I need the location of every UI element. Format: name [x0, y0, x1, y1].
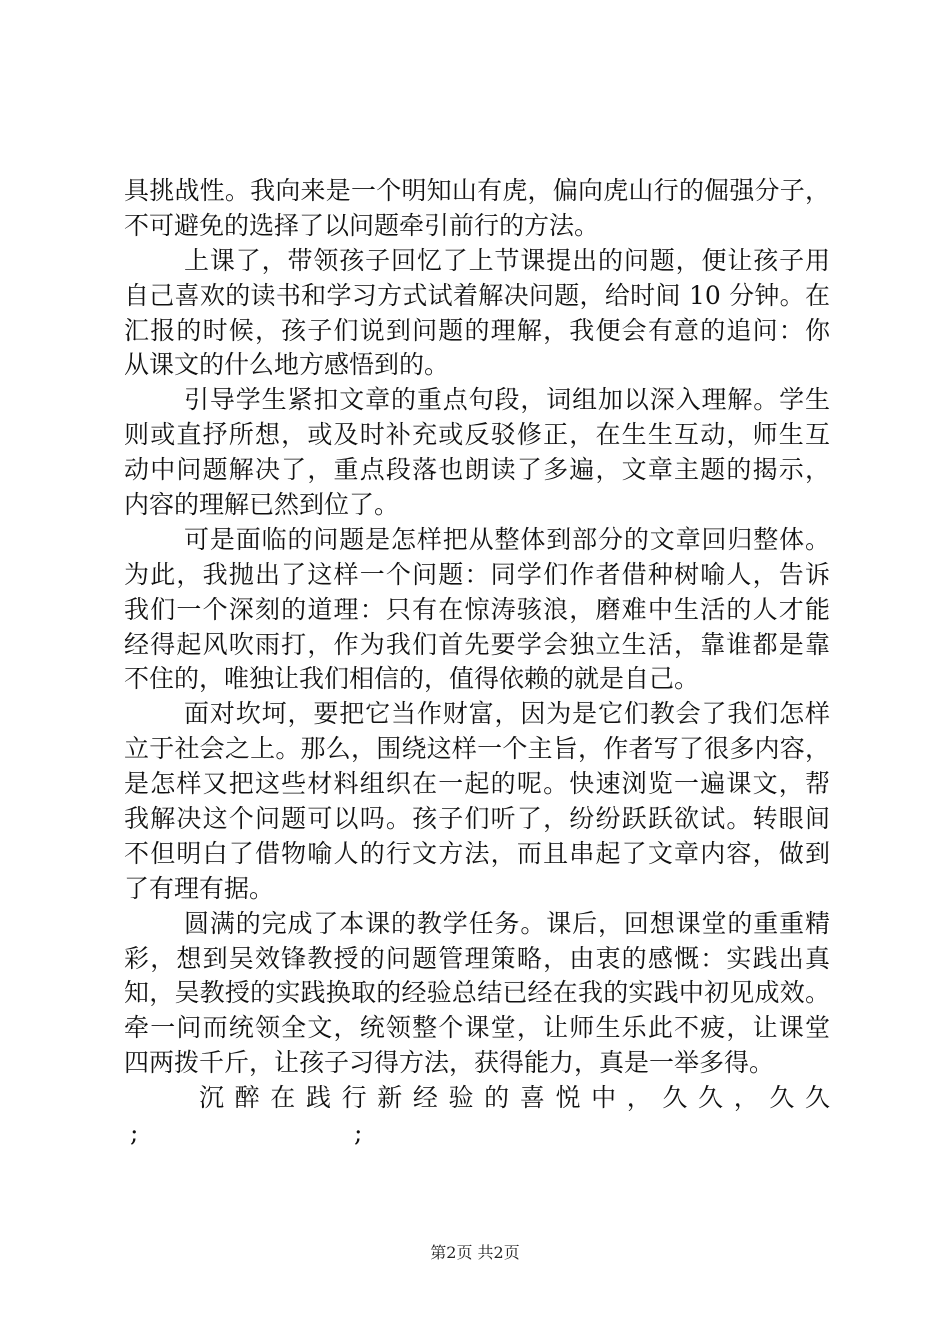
text-line: 内容的理解已然到位了。 — [124, 490, 400, 520]
text-line: 知，吴教授的实践换取的经验总结已经在我的实践中初见成效。 — [124, 978, 830, 1008]
semicolon-mark: ; — [354, 1118, 363, 1148]
paragraph-start-line: 圆满的完成了本课的教学任务。课后，回想课堂的重重精 — [184, 908, 830, 938]
text-line: 不但明白了借物喻人的行文方法，而且串起了文章内容，做到 — [124, 838, 830, 868]
text-line: 是怎样又把这些材料组织在一起的呢。快速浏览一遍课文，帮 — [124, 769, 830, 799]
text-line: 汇报的时候，孩子们说到问题的理解，我便会有意的追问：你 — [124, 315, 830, 345]
text-line: 彩，想到吴效锋教授的问题管理策略，由衷的感慨：实践出真 — [124, 943, 830, 973]
text-line: 了有理有据。 — [124, 873, 275, 903]
text-line: 具挑战性。我向来是一个明知山有虎，偏向虎山行的倔强分子， — [124, 176, 830, 205]
semicolon-line — [124, 1116, 830, 1151]
paragraph-start-line: 面对坎坷，要把它当作财富，因为是它们教会了我们怎样 — [184, 699, 830, 729]
text-line: 我解决这个问题可以吗。孩子们听了，纷纷跃跃欲试。转眼间 — [124, 804, 830, 834]
spread-line: 沉醉在践行新经验的喜悦中，久久，久久 — [199, 1083, 830, 1113]
text-line: 立于社会之上。那么，围绕这样一个主旨，作者写了很多内容， — [124, 734, 830, 764]
text-line: 不住的，唯独让我们相信的，值得依赖的就是自己。 — [124, 664, 700, 694]
text-line: 动中问题解决了，重点段落也朗读了多遍，文章主题的揭示， — [124, 455, 830, 485]
text-line: 则或直抒所想，或及时补充或反驳修正，在生生互动，师生互 — [124, 420, 830, 450]
text-line: 从课文的什么地方感悟到的。 — [124, 350, 450, 380]
paragraph-start-line: 可是面临的问题是怎样把从整体到部分的文章回归整体。 — [184, 524, 830, 554]
text-line: 不可避免的选择了以问题牵引前行的方法。 — [124, 210, 600, 240]
paragraph-start-line: 引导学生紧扣文章的重点句段，词组加以深入理解。学生 — [184, 385, 830, 415]
page-footer — [0, 1240, 950, 1263]
semicolon-mark: ; — [130, 1118, 139, 1148]
text-line: 我们一个深刻的道理：只有在惊涛骇浪，磨难中生活的人才能 — [124, 594, 830, 624]
document-body — [124, 174, 830, 1151]
text-line: 经得起风吹雨打，作为我们首先要学会独立生活，靠谁都是靠 — [124, 629, 830, 659]
text-line: 四两拨千斤，让孩子习得方法，获得能力，真是一举多得。 — [124, 1048, 775, 1078]
text-line: 为此，我抛出了这样一个问题：同学们作者借种树喻人，告诉 — [124, 559, 830, 589]
text-line: 牵一问而统领全文，统领整个课堂，让师生乐此不疲，让课堂 — [124, 1013, 830, 1043]
text-line: 自己喜欢的读书和学习方式试着解决问题，给时间 10 分钟。在 — [124, 280, 830, 310]
page-indicator: 第2页 共2页 — [430, 1243, 520, 1262]
paragraph-start-line: 上课了，带领孩子回忆了上节课提出的问题，便让孩子用 — [184, 245, 830, 275]
